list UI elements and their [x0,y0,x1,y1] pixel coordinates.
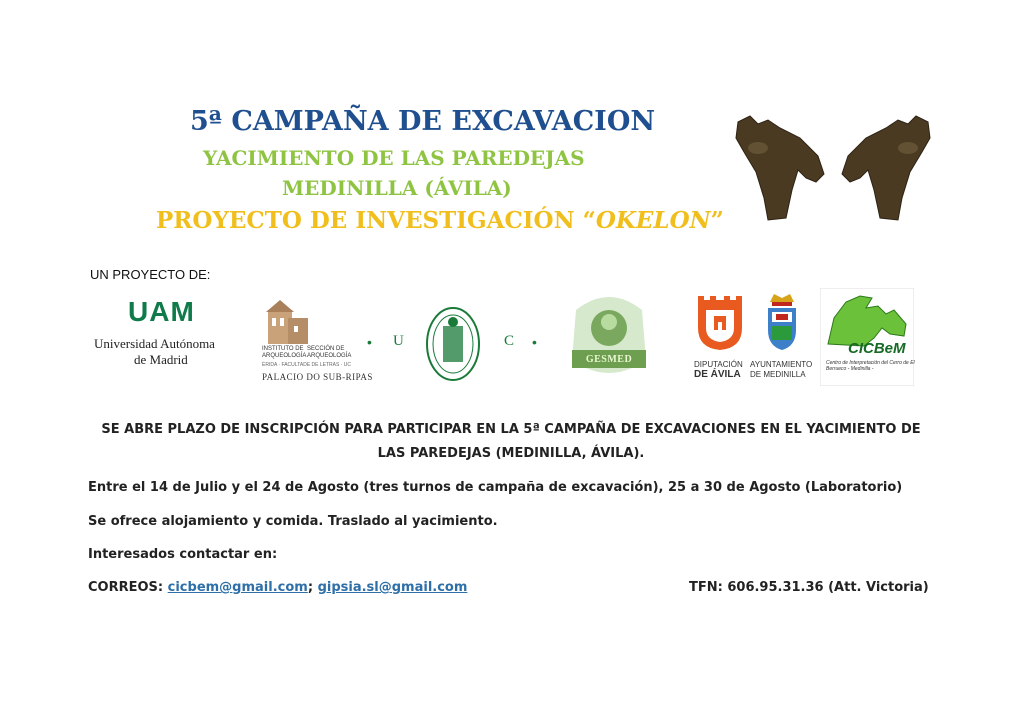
phone-text: TFN: 606.95.31.36 (Att. Victoria) [689,580,929,595]
project-title-suffix: ” [710,207,724,234]
contact-intro: Interesados contactar en: [88,547,278,562]
announcement-text: SE ABRE PLAZO DE INSCRIPCIÓN PARA PARTICIPAR EN LA 5ª CAMPAÑA DE EXCAVACIONES EN EL YACIMIENTO DE LAS PAREDEJAS (MEDINILLA, ÁVILA). [101,422,921,461]
instituto-name: PALACIO DO SUB-RIPAS [262,372,373,382]
gesmed-logo-icon [566,290,652,386]
diputacion-label [694,360,754,380]
emails-label: CORREOS: [88,580,168,595]
lodging-text: Se ofrece alojamiento y comida. Traslado al yacimiento. [88,514,498,529]
project-title [156,207,724,234]
location-title: MEDINILLA (ÁVILA) [282,176,512,200]
uc-letter-u: U [393,333,404,349]
ayuntamiento-crest-icon [762,290,802,352]
seccion-label: SECCIÓN DE ARQUEOLOGÍA [307,346,352,359]
uc-bullet-left: • [367,334,372,350]
gesmed-name: GESMED [585,354,633,365]
project-title-name: OKELON [595,207,711,234]
dates-text: Entre el 14 de Julio y el 24 de Agosto (tres turnos de campaña de excavación), 25 a 30 de Agosto (Laboratorio) [88,480,903,495]
instituto-label: INSTITUTO DE ARQUEOLOGÍA [262,346,307,359]
uam-name-line2: de Madrid [134,352,188,367]
email-link-gipsia[interactable]: gipsia.sl@gmail.com [317,580,468,595]
horse-heads-image [728,108,938,226]
email-link-cicbem[interactable]: cicbem@gmail.com [167,580,308,595]
emails-line [88,580,467,595]
project-title-prefix: PROYECTO DE INVESTIGACIÓN “ [156,207,596,234]
partners-label: UN PROYECTO DE: [90,267,211,282]
cicbem-subtitle: Centro de Interpretación del Cerro de El Berrueco - Medinilla - [826,360,915,372]
instituto-tagline: ÉRIDA · FACULTADE DE LETRAS · UC [262,362,351,368]
uc-seal-icon [425,306,481,382]
ayuntamiento-label-line2: DE MEDINILLA [750,370,806,379]
diputacion-label-line1: DIPUTACIÓN [694,360,743,369]
site-title: YACIMIENTO DE LAS PAREDEJAS [203,146,585,170]
uam-name-line1: Universidad Autónoma [94,336,215,351]
uc-letter-c: C [504,333,515,349]
ayuntamiento-label-line1: AYUNTAMIENTO [750,360,813,369]
diputacion-shield-icon [696,292,744,352]
email-separator: ; [307,580,318,595]
ayuntamiento-label [750,360,820,380]
main-title: 5ª CAMPAÑA DE EXCAVACION [190,106,656,137]
uam-logo: UAM [128,296,195,327]
diputacion-label-line2: DE ÁVILA [694,369,741,380]
uc-bullet-right: • [532,334,537,350]
cicbem-name: CICBeM [848,340,906,357]
instituto-building-icon [264,296,310,344]
